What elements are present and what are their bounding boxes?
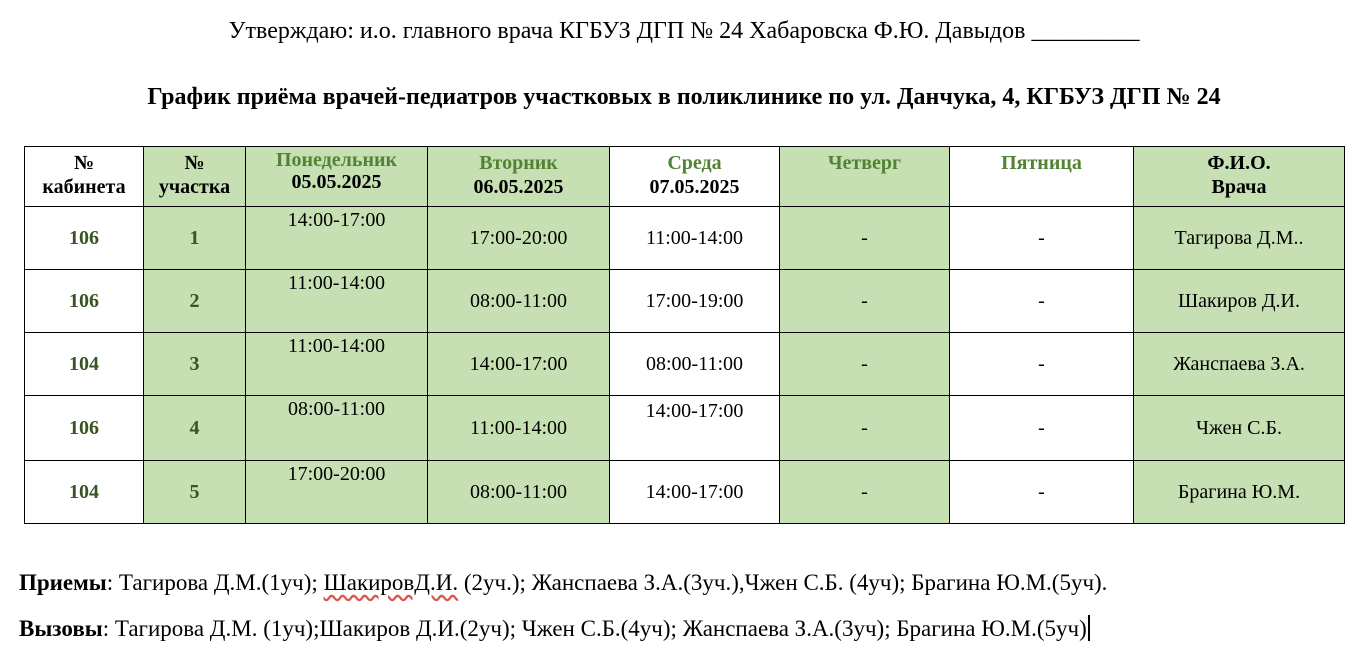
- wednesday-cell: 11:00-14:00: [610, 207, 780, 270]
- table-row: [25, 396, 1345, 461]
- col-header-tuesday: Вторник 06.05.2025: [428, 147, 610, 207]
- cabinet-cell: 106: [25, 207, 144, 270]
- calls-line: [19, 615, 1090, 642]
- receptions-text-start: : Тагирова Д.М.(1уч);: [106, 570, 324, 595]
- cabinet-cell: 104: [25, 333, 144, 396]
- monday-cell: 08:00-11:00: [246, 396, 428, 461]
- district-cell: 1: [144, 207, 246, 270]
- monday-cell: 11:00-14:00: [246, 270, 428, 333]
- table-row: [25, 207, 1345, 270]
- cabinet-cell: 104: [25, 461, 144, 524]
- monday-cell: 11:00-14:00: [246, 333, 428, 396]
- tuesday-cell: 14:00-17:00: [428, 333, 610, 396]
- friday-cell: -: [950, 207, 1134, 270]
- table-row: [25, 461, 1345, 524]
- receptions-text-end: (2уч.); Жанспаева З.А.(3уч.),Чжен С.Б. (4уч); Брагина Ю.М.(5уч).: [458, 570, 1108, 595]
- tuesday-cell: 11:00-14:00: [428, 396, 610, 461]
- col-header-thursday: Четверг: [780, 147, 950, 207]
- tuesday-cell: 08:00-11:00: [428, 270, 610, 333]
- col-header-friday: Пятница: [950, 147, 1134, 207]
- doctor-cell: Жанспаева З.А.: [1134, 333, 1345, 396]
- district-cell: 3: [144, 333, 246, 396]
- district-cell: 5: [144, 461, 246, 524]
- thursday-cell: -: [780, 396, 950, 461]
- table-row: [25, 270, 1345, 333]
- friday-cell: -: [950, 461, 1134, 524]
- friday-cell: -: [950, 270, 1134, 333]
- monday-cell: 14:00-17:00: [246, 207, 428, 270]
- col-header-wednesday: Среда 07.05.2025: [610, 147, 780, 207]
- receptions-label: Приемы: [19, 570, 107, 595]
- tuesday-cell: 17:00-20:00: [428, 207, 610, 270]
- district-cell: 4: [144, 396, 246, 461]
- page-title: График приёма врачей-педиатров участковых в поликлинике по ул. Данчука, 4, КГБУЗ ДГП № 24: [147, 84, 1221, 110]
- thursday-cell: -: [780, 461, 950, 524]
- col-header-monday: Понедельник 05.05.2025: [246, 147, 428, 207]
- cabinet-cell: 106: [25, 396, 144, 461]
- thursday-cell: -: [780, 207, 950, 270]
- thursday-cell: -: [780, 333, 950, 396]
- doctor-cell: Шакиров Д.И.: [1134, 270, 1345, 333]
- thursday-cell: -: [780, 270, 950, 333]
- wednesday-cell: 14:00-17:00: [610, 396, 780, 461]
- approval-line: Утверждаю: и.о. главного врача КГБУЗ ДГП № 24 Хабаровска Ф.Ю. Давыдов _________: [228, 18, 1140, 44]
- table-header-row: [25, 147, 1345, 207]
- friday-cell: -: [950, 396, 1134, 461]
- table-row: [25, 333, 1345, 396]
- text-cursor: [1088, 615, 1090, 641]
- receptions-line: [19, 570, 1107, 596]
- district-cell: 2: [144, 270, 246, 333]
- cabinet-cell: 106: [25, 270, 144, 333]
- doctor-cell: Чжен С.Б.: [1134, 396, 1345, 461]
- monday-cell: 17:00-20:00: [246, 461, 428, 524]
- doctor-cell: Тагирова Д.М..: [1134, 207, 1345, 270]
- schedule-table: [24, 146, 1345, 524]
- col-header-doctor: Ф.И.О. Врача: [1134, 147, 1345, 207]
- doctor-cell: Брагина Ю.М.: [1134, 461, 1345, 524]
- col-header-district: № участка: [144, 147, 246, 207]
- wednesday-cell: 17:00-19:00: [610, 270, 780, 333]
- friday-cell: -: [950, 333, 1134, 396]
- calls-text: : Тагирова Д.М. (1уч);Шакиров Д.И.(2уч); Чжен С.Б.(4уч); Жанспаева З.А.(3уч); Брагина Ю.М.(5уч): [102, 616, 1087, 641]
- tuesday-cell: 08:00-11:00: [428, 461, 610, 524]
- wednesday-cell: 08:00-11:00: [610, 333, 780, 396]
- col-header-cabinet: № кабинета: [25, 147, 144, 207]
- wednesday-cell: 14:00-17:00: [610, 461, 780, 524]
- spellcheck-flagged-word[interactable]: ШакировД.И.: [323, 570, 459, 595]
- calls-label: Вызовы: [19, 616, 103, 641]
